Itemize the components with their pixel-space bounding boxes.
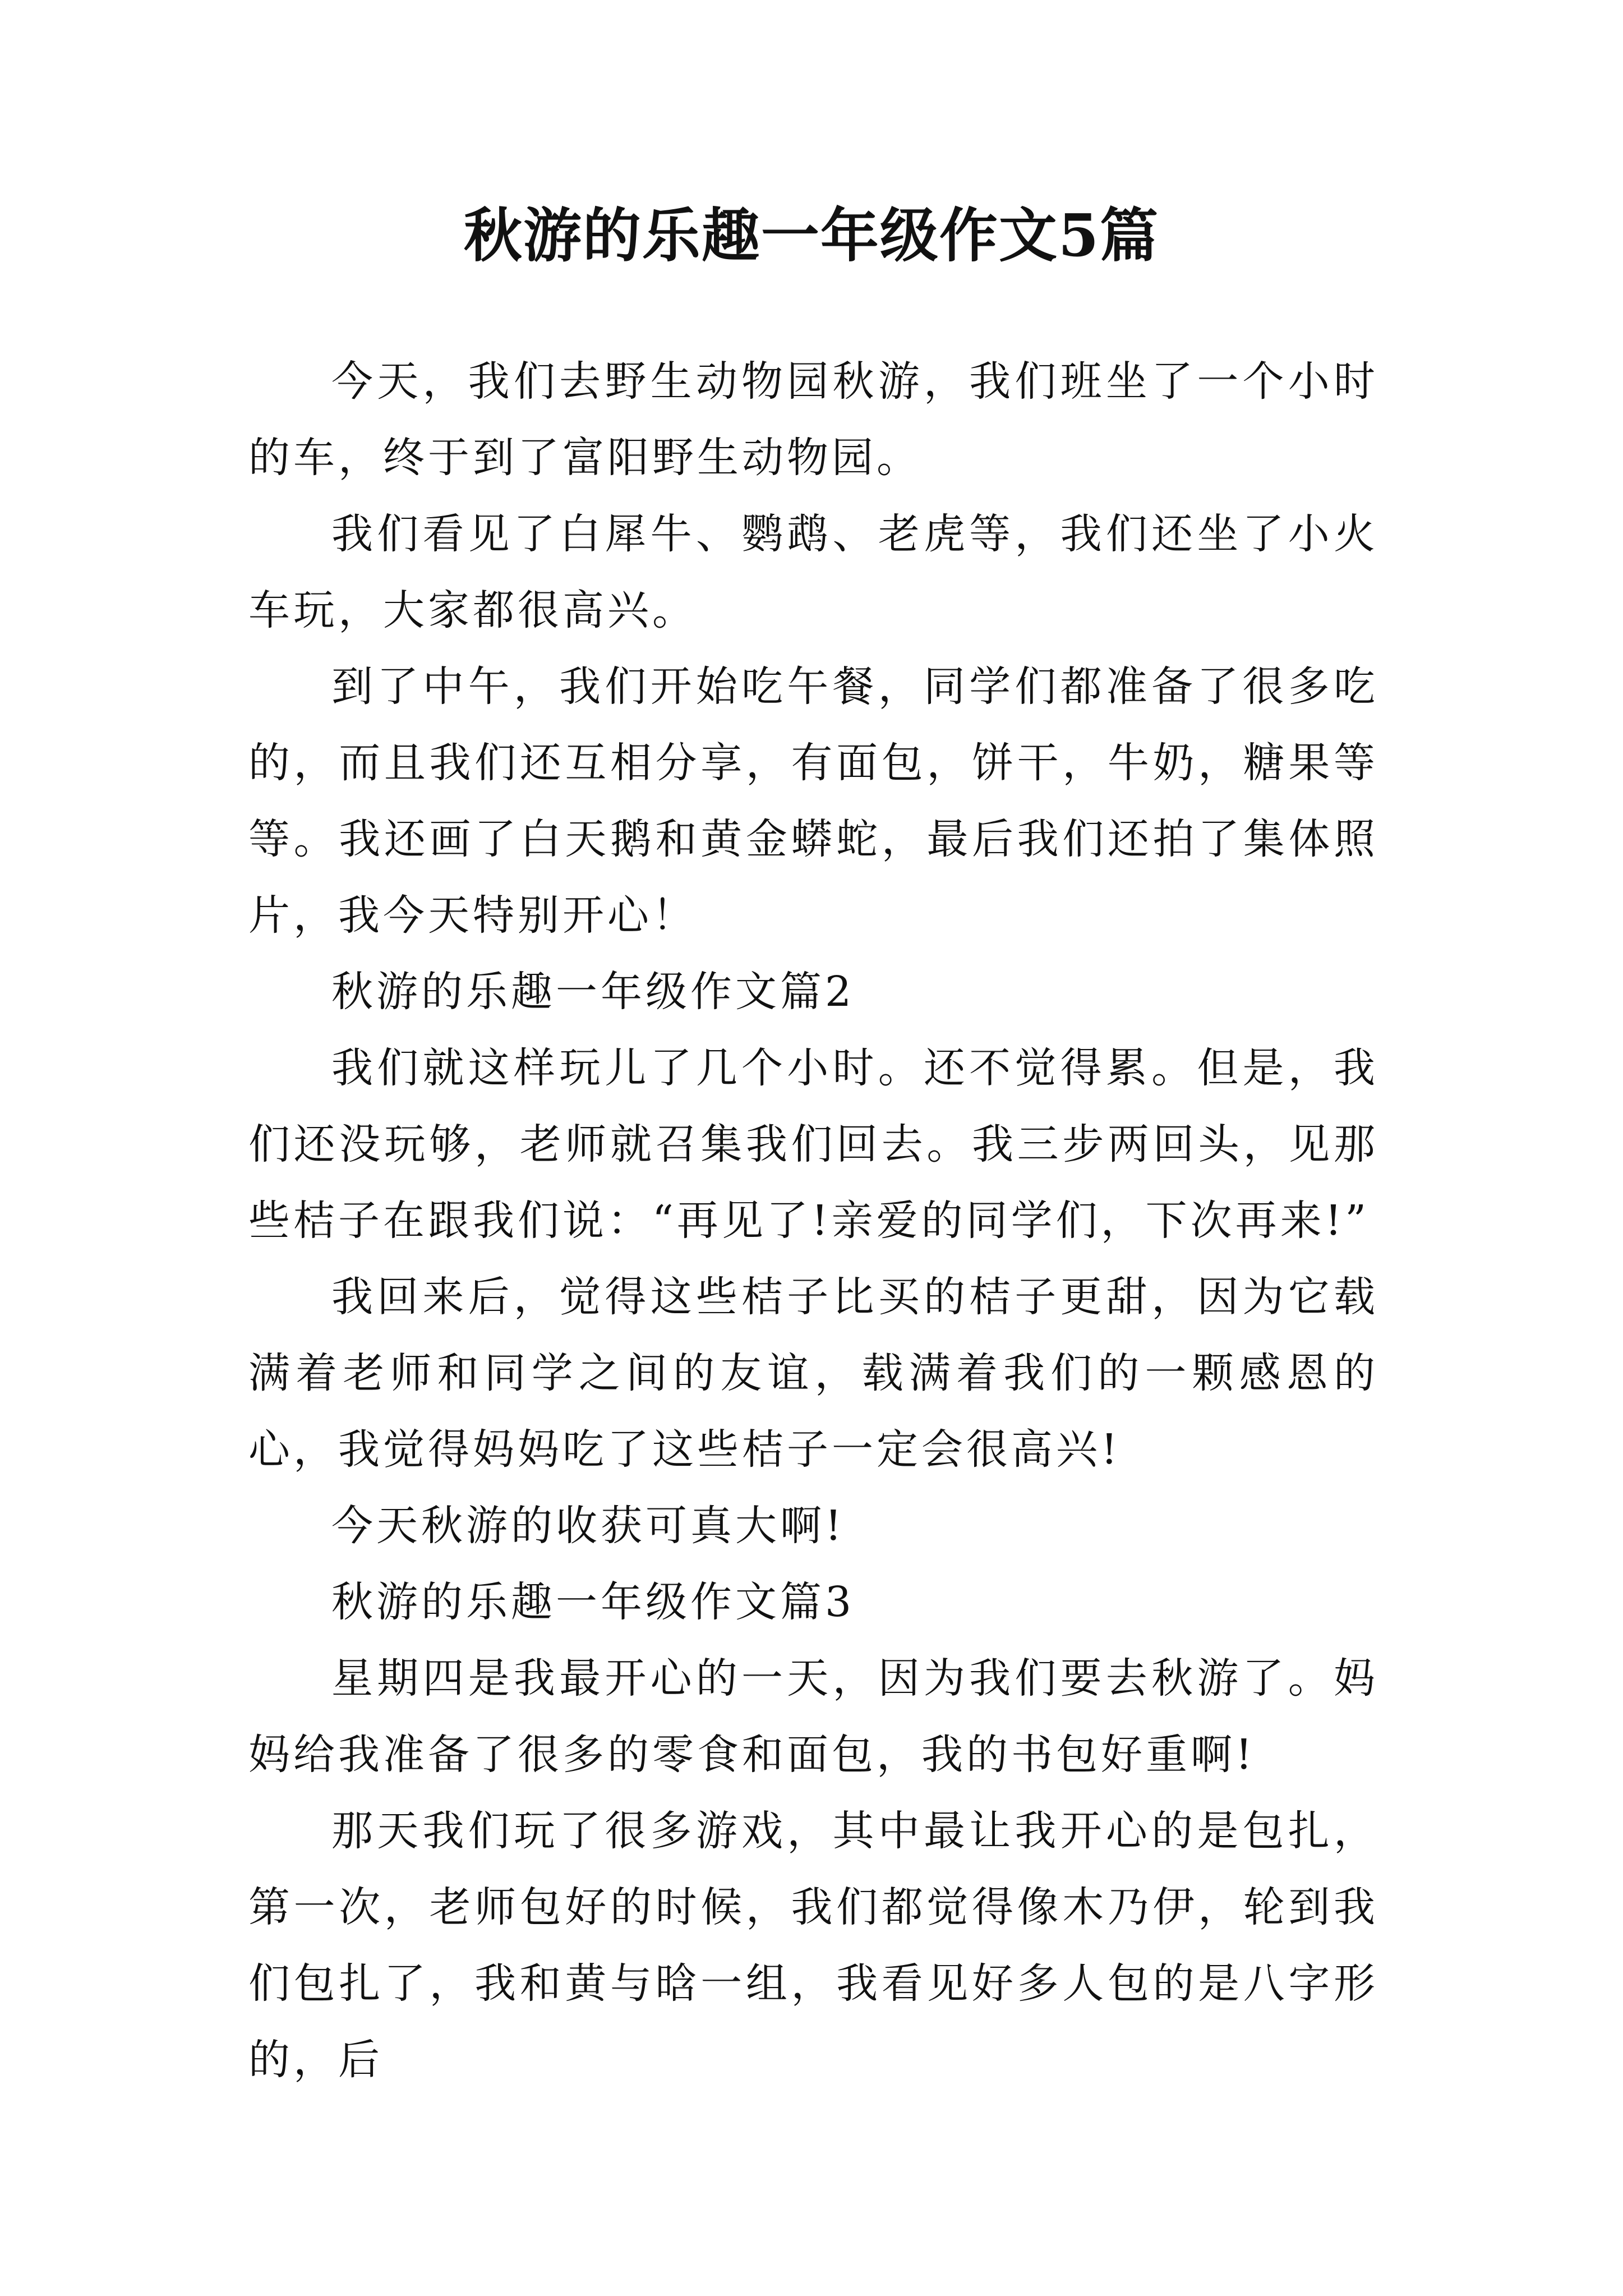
section-heading-2: 秋游的乐趣一年级作文篇2 (331, 968, 855, 1016)
paragraph-6: 今天秋游的收获可真大啊! (331, 1502, 845, 1550)
paragraph-1: 今天，我们去野生动物园秋游，我们班坐了一个小时的车，终于到了富阳野生动物园。 (248, 357, 1378, 482)
paragraph-3: 到了中午，我们开始吃午餐，同学们都准备了很多吃的，而且我们还互相分享，有面包，饼干，牛奶，糖果等等。我还画了白天鹅和黄金蟒蛇，最后我们还拍了集体照片，我今天特别开心！ (248, 662, 1378, 940)
paragraph-2: 我们看见了白犀牛、鹦鹉、老虎等，我们还坐了小火车玩，大家都很高兴。 (248, 510, 1378, 634)
paragraph-7: 星期四是我最开心的一天，因为我们要去秋游了。妈妈给我准备了很多的零食和面包，我的书包好重啊! (248, 1654, 1378, 1779)
paragraph-4: 我们就这样玩儿了几个小时。还不觉得累。但是，我们还没玩够，老师就召集我们回去。我三步两回头，见那些桔子在跟我们说：“再见了!亲爱的同学们，下次再来!” (248, 1044, 1378, 1245)
paragraph-5: 我回来后，觉得这些桔子比买的桔子更甜，因为它载满着老师和同学之间的友谊，载满着我们的一颗感恩的心，我觉得妈妈吃了这些桔子一定会很高兴! (248, 1273, 1378, 1474)
paragraph-8: 那天我们玩了很多游戏，其中最让我开心的是包扎，第一次，老师包好的时候，我们都觉得像木乃伊，轮到我们包扎了，我和黄与晗一组，我看见好多人包的是八字形的，后 (248, 1807, 1378, 2084)
document-title: 秋游的乐趣一年级作文5篇 (463, 201, 1160, 270)
section-heading-3: 秋游的乐趣一年级作文篇3 (331, 1578, 855, 1626)
document-body (248, 343, 1378, 2098)
